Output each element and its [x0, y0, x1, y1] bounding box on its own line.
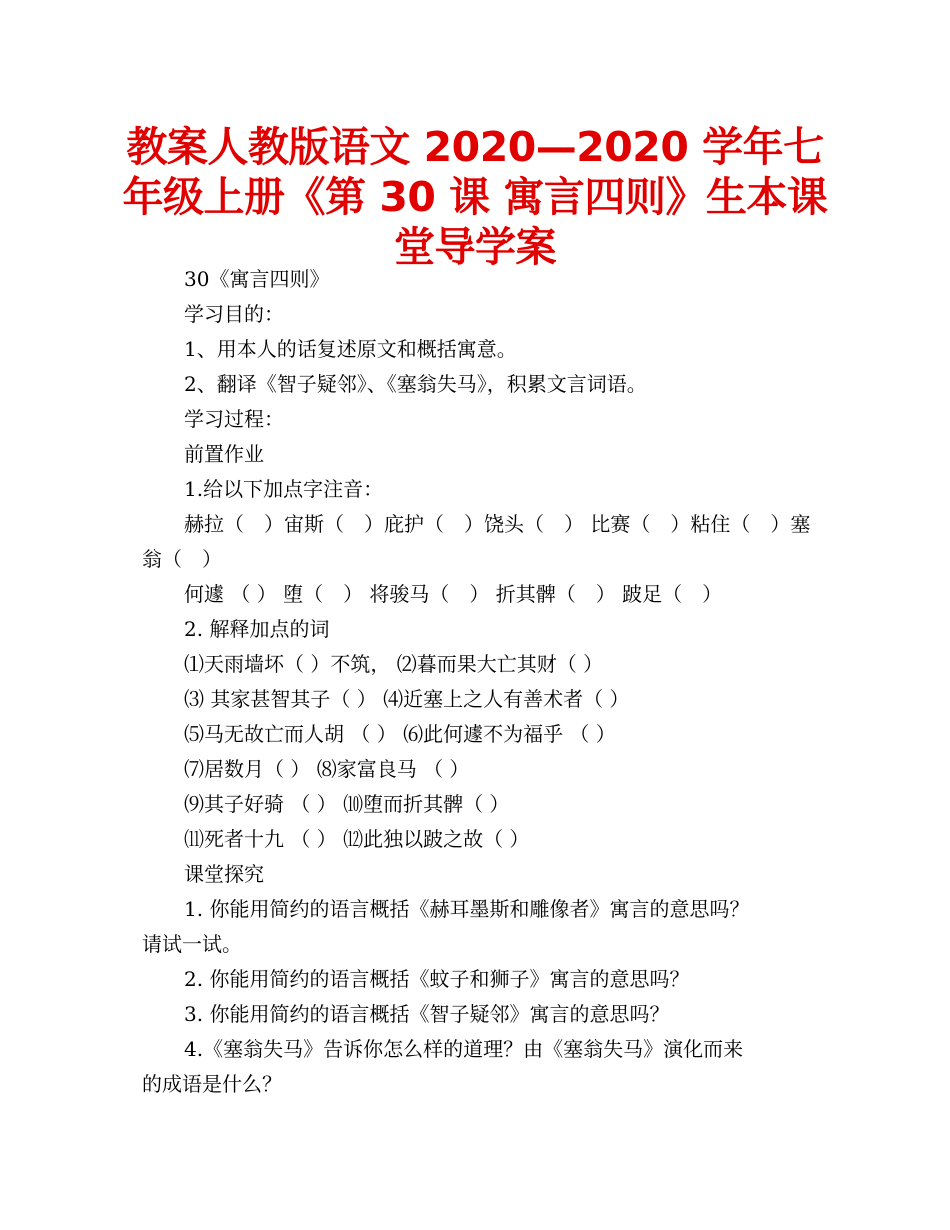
pinyin-task-heading: 1.给以下加点字注音： [184, 477, 384, 501]
inquiry-question-1: 1. 你能用简约的语言概括《赫耳墨斯和雕像者》寓言的意思吗？ [184, 897, 750, 921]
explain-item-3-4: ⑶ 其家甚智其子（ ） ⑷近塞上之人有善术者（ ） [184, 687, 630, 711]
pinyin-line-1-continued: 翁（ ） [142, 547, 222, 571]
process-heading: 学习过程： [184, 407, 284, 431]
objectives-heading: 学习目的： [184, 302, 284, 326]
objective-1: 1、用本人的话复述原文和概括寓意。 [184, 337, 517, 361]
explain-item-1-2: ⑴天雨墙坏（ ）不筑， ⑵暮而果大亡其财（ ） [184, 652, 604, 676]
inquiry-question-4-continued: 的成语是什么？ [142, 1072, 282, 1096]
explain-item-5-6: ⑸马无故亡而人胡 （ ） ⑹此何遽不为福乎 （ ） [184, 722, 616, 746]
explain-item-7-8: ⑺居数月（ ） ⑻家富良马 （ ） [184, 757, 470, 781]
explain-item-11-12: ⑾死者十九 （ ） ⑿此独以跛之故（ ） [184, 827, 530, 851]
inquiry-question-3: 3. 你能用简约的语言概括《智子疑邻》寓言的意思吗？ [184, 1002, 670, 1026]
pinyin-line-1: 赫拉（ ）宙斯（ ）庇护（ ）饶头（ ） 比赛（ ）粘住（ ）塞 [184, 512, 811, 536]
explain-item-9-10: ⑼其子好骑 （ ） ⑽堕而折其髀（ ） [184, 792, 510, 816]
class-inquiry-heading: 课堂探究 [184, 862, 264, 886]
document-title: 教案人教版语文 2020—2020 学年七年级上册《第 30 课 寓言四则》生本课堂导学案 [122, 123, 828, 271]
document-body [142, 262, 812, 1102]
pre-assignment-heading: 前置作业 [184, 442, 264, 466]
inquiry-question-4: 4.《塞翁失马》告诉你怎么样的道理？由《塞翁失马》演化而来 [184, 1037, 744, 1061]
inquiry-question-1-continued: 请试一试。 [142, 932, 242, 956]
inquiry-question-2: 2. 你能用简约的语言概括《蚊子和狮子》寓言的意思吗？ [184, 967, 690, 991]
explain-task-heading: 2. 解释加点的词 [184, 617, 330, 641]
pinyin-line-2: 何遽 （ ） 堕（ ） 将骏马（ ） 折其髀（ ） 跛足（ ） [184, 582, 723, 606]
lesson-heading: 30《寓言四则》 [184, 267, 330, 291]
objective-2: 2、翻译《智子疑邻》、《塞翁失马》，积累文言词语。 [184, 372, 647, 396]
